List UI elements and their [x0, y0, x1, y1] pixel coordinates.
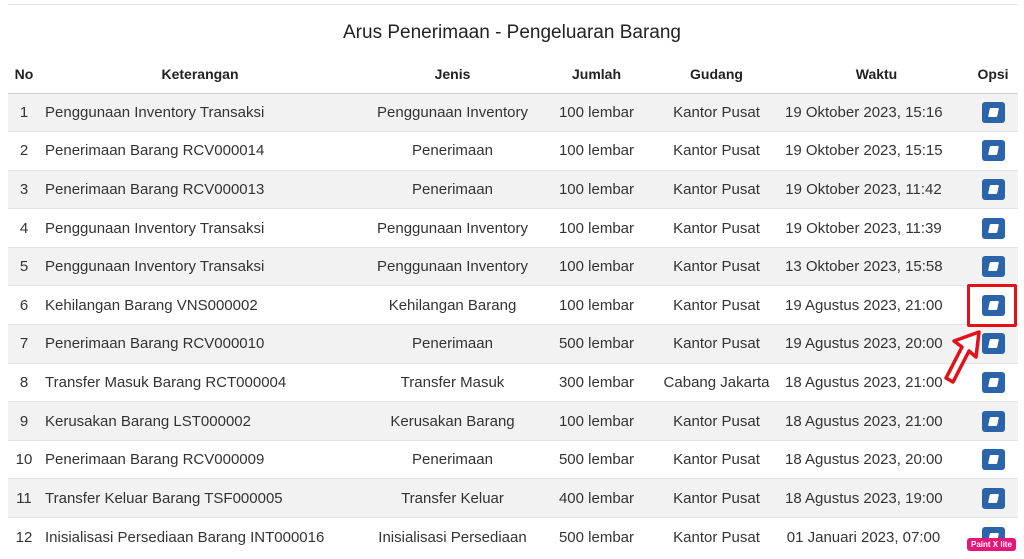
- cell-jenis: Inisialisasi Persediaan: [360, 518, 545, 557]
- cell-jumlah: 400 lembar: [545, 479, 648, 518]
- cell-no: 6: [8, 286, 40, 325]
- cell-waktu: 18 Agustus 2023, 19:00: [785, 479, 968, 518]
- table-row: [8, 402, 1018, 441]
- col-jenis: Jenis: [360, 55, 545, 93]
- cell-no: 1: [8, 93, 40, 132]
- col-opsi: Opsi: [968, 55, 1018, 93]
- page-title: Arus Penerimaan - Pengeluaran Barang: [343, 22, 681, 43]
- cell-jumlah: 100 lembar: [545, 170, 648, 209]
- cell-opsi: [968, 209, 1018, 248]
- cell-opsi: [968, 247, 1018, 286]
- cell-opsi: [968, 402, 1018, 441]
- cell-keterangan: Penerimaan Barang RCV000014: [40, 132, 360, 171]
- cell-no: 7: [8, 325, 40, 364]
- cell-no: 2: [8, 132, 40, 171]
- cell-opsi: [968, 440, 1018, 479]
- cell-keterangan: Kerusakan Barang LST000002: [40, 402, 360, 441]
- col-gudang: Gudang: [648, 55, 785, 93]
- detail-button[interactable]: [982, 449, 1005, 470]
- cell-waktu: 19 Agustus 2023, 21:00: [785, 286, 968, 325]
- cell-gudang: Kantor Pusat: [648, 440, 785, 479]
- col-no: No: [8, 55, 40, 93]
- cell-waktu: 19 Oktober 2023, 11:39: [785, 209, 968, 248]
- cell-jumlah: 300 lembar: [545, 363, 648, 402]
- detail-button[interactable]: [982, 411, 1005, 432]
- table-row: [8, 170, 1018, 209]
- cell-no: 9: [8, 402, 40, 441]
- cell-jumlah: 100 lembar: [545, 93, 648, 132]
- book-icon: [988, 108, 999, 117]
- cell-gudang: Kantor Pusat: [648, 93, 785, 132]
- cell-gudang: Kantor Pusat: [648, 286, 785, 325]
- col-jumlah: Jumlah: [545, 55, 648, 93]
- book-icon: [988, 224, 999, 233]
- book-icon: [988, 339, 999, 348]
- table-row: [8, 93, 1018, 132]
- cell-jumlah: 100 lembar: [545, 402, 648, 441]
- cell-gudang: Kantor Pusat: [648, 170, 785, 209]
- cell-no: 5: [8, 247, 40, 286]
- cell-keterangan: Transfer Masuk Barang RCT000004: [40, 363, 360, 402]
- cell-jenis: Penerimaan: [360, 132, 545, 171]
- book-icon: [988, 378, 999, 387]
- cell-jumlah: 500 lembar: [545, 518, 648, 557]
- cell-gudang: Kantor Pusat: [648, 518, 785, 557]
- cell-jumlah: 100 lembar: [545, 286, 648, 325]
- cell-jumlah: 100 lembar: [545, 209, 648, 248]
- cell-waktu: 18 Agustus 2023, 21:00: [785, 402, 968, 441]
- cell-jumlah: 500 lembar: [545, 440, 648, 479]
- cell-keterangan: Kehilangan Barang VNS000002: [40, 286, 360, 325]
- detail-button[interactable]: [982, 488, 1005, 509]
- cell-gudang: Kantor Pusat: [648, 479, 785, 518]
- detail-button[interactable]: [982, 218, 1005, 239]
- cell-gudang: Kantor Pusat: [648, 402, 785, 441]
- cell-jenis: Penggunaan Inventory: [360, 93, 545, 132]
- table-row: [8, 132, 1018, 171]
- highlight-box: [967, 284, 1017, 327]
- cell-gudang: Kantor Pusat: [648, 325, 785, 364]
- cell-opsi: [968, 93, 1018, 132]
- book-icon: [988, 455, 999, 464]
- cell-waktu: 19 Oktober 2023, 15:15: [785, 132, 968, 171]
- cell-jenis: Penerimaan: [360, 440, 545, 479]
- cell-opsi: [968, 132, 1018, 171]
- table-row: [8, 247, 1018, 286]
- book-icon: [988, 262, 999, 271]
- cell-keterangan: Penerimaan Barang RCV000013: [40, 170, 360, 209]
- cell-jenis: Penggunaan Inventory: [360, 209, 545, 248]
- cell-keterangan: Penggunaan Inventory Transaksi: [40, 247, 360, 286]
- cell-keterangan: Penerimaan Barang RCV000009: [40, 440, 360, 479]
- cell-gudang: Cabang Jakarta: [648, 363, 785, 402]
- cell-keterangan: Penerimaan Barang RCV000010: [40, 325, 360, 364]
- cell-no: 3: [8, 170, 40, 209]
- cell-no: 11: [8, 479, 40, 518]
- table-row: [8, 325, 1018, 364]
- cell-waktu: 18 Agustus 2023, 21:00: [785, 363, 968, 402]
- cell-keterangan: Inisialisasi Persediaan Barang INT000016: [40, 518, 360, 557]
- cell-jenis: Penerimaan: [360, 325, 545, 364]
- book-icon: [988, 185, 999, 194]
- cell-gudang: Kantor Pusat: [648, 247, 785, 286]
- col-waktu: Waktu: [785, 55, 968, 93]
- book-icon: [988, 146, 999, 155]
- table-row: [8, 209, 1018, 248]
- table-header: [8, 55, 1018, 93]
- annotation-arrow-icon: [943, 329, 983, 387]
- cell-waktu: 19 Agustus 2023, 20:00: [785, 325, 968, 364]
- book-icon: [988, 494, 999, 503]
- detail-button[interactable]: [982, 333, 1005, 354]
- cell-jenis: Kehilangan Barang: [360, 286, 545, 325]
- table-row: [8, 440, 1018, 479]
- col-keterangan: Keterangan: [40, 55, 360, 93]
- cell-no: 4: [8, 209, 40, 248]
- table-row: [8, 363, 1018, 402]
- detail-button[interactable]: [982, 372, 1005, 393]
- detail-button[interactable]: [982, 256, 1005, 277]
- cell-gudang: Kantor Pusat: [648, 132, 785, 171]
- cell-jenis: Kerusakan Barang: [360, 402, 545, 441]
- cell-waktu: 18 Agustus 2023, 20:00: [785, 440, 968, 479]
- cell-gudang: Kantor Pusat: [648, 209, 785, 248]
- watermark: Paint X lite: [967, 538, 1016, 551]
- cell-no: 12: [8, 518, 40, 557]
- cell-no: 8: [8, 363, 40, 402]
- table-row: [8, 479, 1018, 518]
- cell-waktu: 19 Oktober 2023, 11:42: [785, 170, 968, 209]
- table-row: [8, 518, 1018, 557]
- book-icon: [988, 417, 999, 426]
- detail-button[interactable]: [982, 179, 1005, 200]
- cell-jumlah: 100 lembar: [545, 247, 648, 286]
- cell-jumlah: 500 lembar: [545, 325, 648, 364]
- detail-button[interactable]: [982, 140, 1005, 161]
- cell-waktu: 01 Januari 2023, 07:00: [785, 518, 968, 557]
- cell-jumlah: 100 lembar: [545, 132, 648, 171]
- cell-jenis: Penerimaan: [360, 170, 545, 209]
- cell-jenis: Penggunaan Inventory: [360, 247, 545, 286]
- cell-keterangan: Penggunaan Inventory Transaksi: [40, 209, 360, 248]
- divider: [8, 4, 1018, 5]
- cell-jenis: Transfer Keluar: [360, 479, 545, 518]
- inventory-flow-table: [8, 55, 1018, 556]
- cell-keterangan: Transfer Keluar Barang TSF000005: [40, 479, 360, 518]
- cell-waktu: 13 Oktober 2023, 15:58: [785, 247, 968, 286]
- cell-opsi: [968, 170, 1018, 209]
- cell-jenis: Transfer Masuk: [360, 363, 545, 402]
- cell-opsi: [968, 479, 1018, 518]
- cell-no: 10: [8, 440, 40, 479]
- cell-keterangan: Penggunaan Inventory Transaksi: [40, 93, 360, 132]
- table-row: [8, 286, 1018, 325]
- detail-button[interactable]: [982, 102, 1005, 123]
- cell-waktu: 19 Oktober 2023, 15:16: [785, 93, 968, 132]
